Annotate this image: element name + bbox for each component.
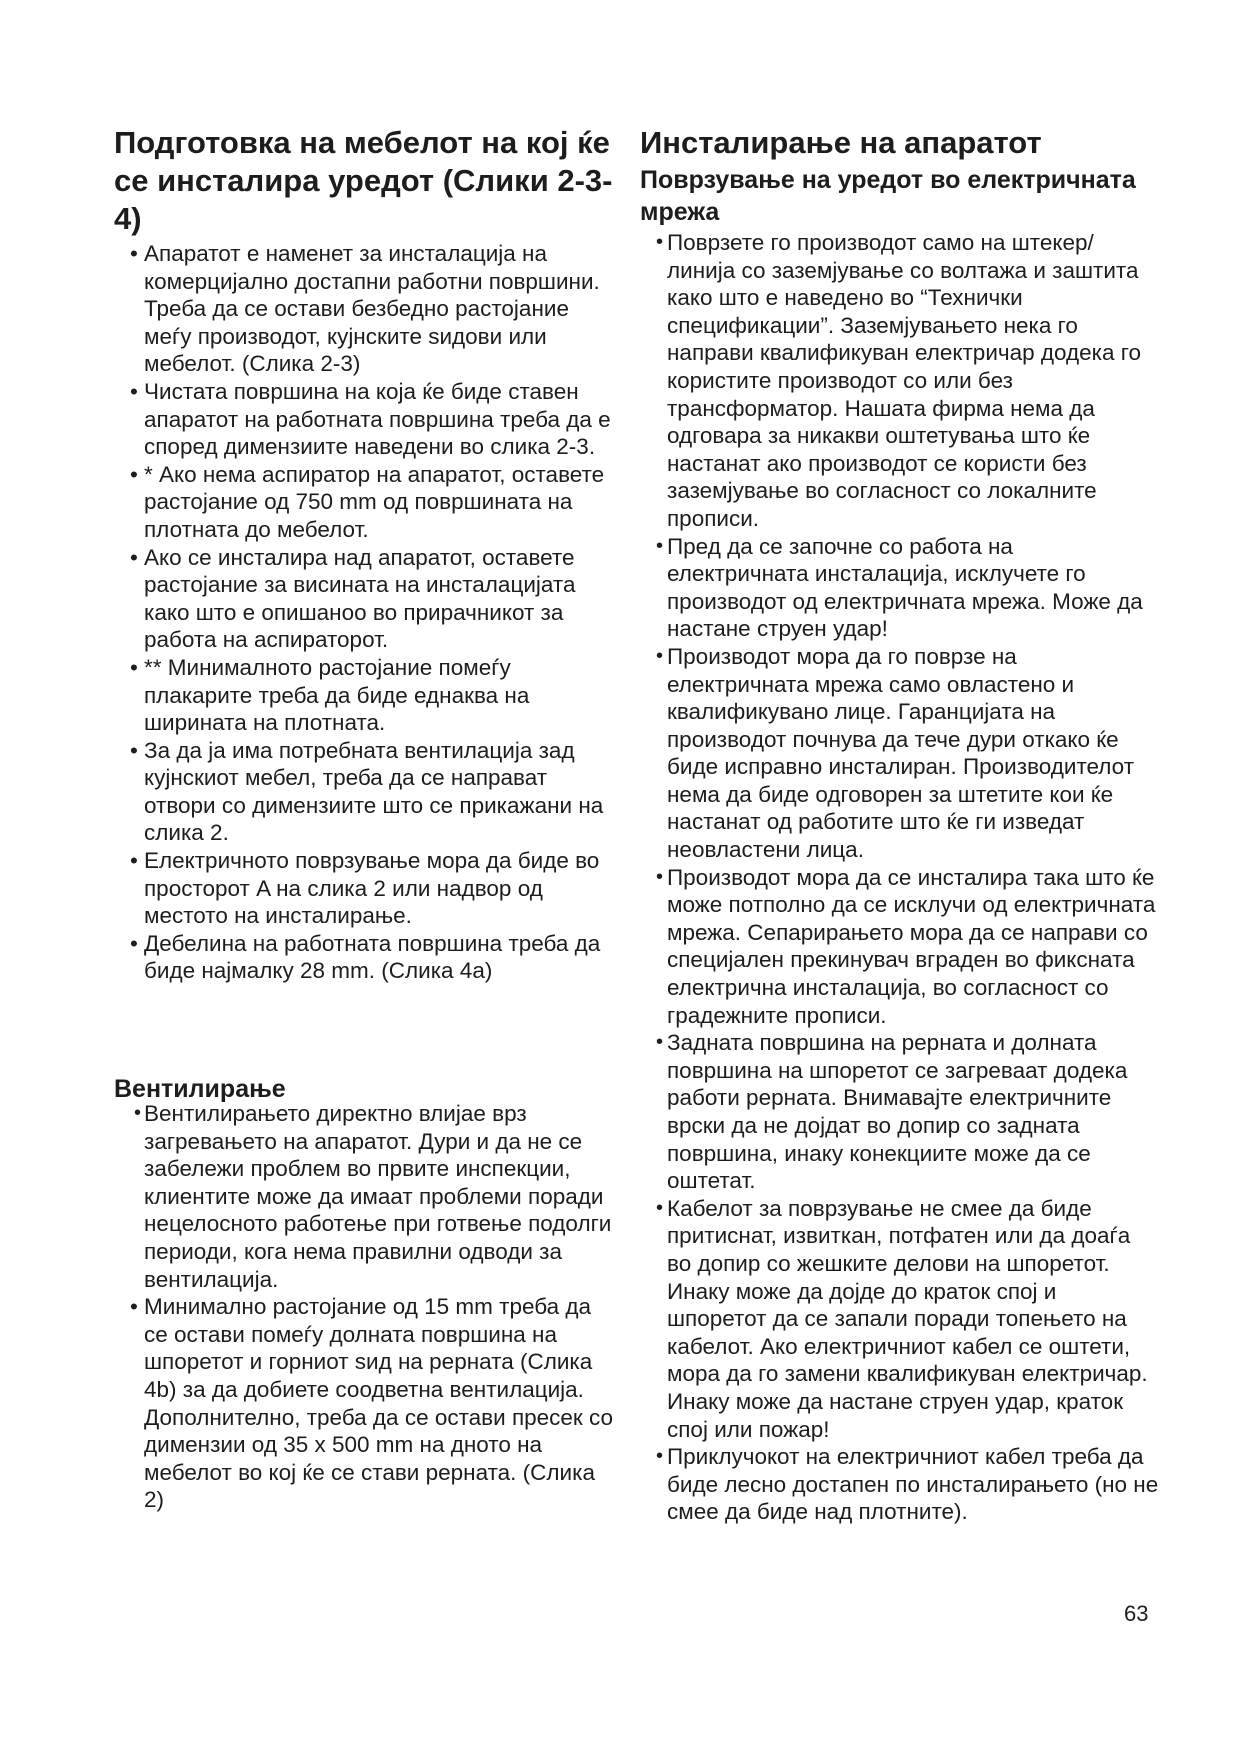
list-item [640, 643, 1160, 864]
bullet: • [656, 865, 664, 888]
list-item-text: Вентилирањето директно влијае врз загревањето на апаратот. Дури и да не се забележи проблем во првите инспекции, клиентите може да имаат проблеми поради нецелосното работење при готвење подолги периоди, кога нема правилни одводи за вентилација. [144, 1101, 612, 1292]
bullet: • [130, 737, 138, 763]
bullet: • [656, 534, 664, 557]
list-item [640, 1443, 1160, 1526]
list-item-text: Ако се инсталира над апаратот, оставете растојание за висината на инсталацијата како што е опишаноо во прирачникот за работа на аспираторот. [144, 544, 576, 653]
list-item-text: Кабелот за поврзување не смее да биде притиснат, извиткан, потфатен или да доаѓа во допир со жешките делови на шпоретот. Инаку може да дојде до краток спој и шпоретот да се запали поради топењето на кабелот. Ако електричниот кабел се оштети, мора да го замени квалификуван електричар. Инаку може да настане струен удар, краток спој или пожар! [667, 1195, 1148, 1442]
list-item-text: Производот мора да се инсталира така што ќе може потполно да се исклучи од електричната мрежа. Сепарирањето мора да се направи со специјален прекинувач вграден во фиксната електрична инсталација, во согласност со градежните прописи. [667, 864, 1156, 1028]
list-item [640, 864, 1160, 1030]
list-item-text: Производот мора да го поврзе на електричната мрежа само овластено и квалификувано лице. Гаранцијата на производот почнува да тече дури откако ќе биде исправно инсталиран. Производителот нема да биде одговорен за штетите кои ќе настанат од работите што ќе ги изведат неовластени лица. [667, 643, 1135, 863]
list-item-text: Поврзете го производот само на штекер/линија со заземјување со волтажа и заштита како што е наведено во “Технички спецификации”. Заземјувањето нека го направи квалификуван електричар додека го користите производот со или без трансформатор. Нашата фирма нема да одговара за никакви оштетувања што ќе настанат ако производот се користи без заземјување во согласност со локалните прописи. [667, 230, 1142, 531]
bullet: • [130, 1294, 138, 1320]
bullet: • [656, 1445, 664, 1468]
page-number: 63 [1124, 1601, 1149, 1626]
list-item-text: Минимално растојание од 15 mm треба да се остави помеѓу долната површина на шпоретот и горниот ѕид на рерната (Слика 4b) за да добиете соодветна вентилација. Дополнително, треба да се остави пресек со димензии од 35 x 500 mm на дното на мебелот во кој ќе се стави рерната. (Слика 2) [144, 1294, 614, 1513]
bullet: • [130, 654, 138, 680]
list-item-text: * Ако нема аспиратор на апаратот, оставете растојание од 750 mm од површината на плотната до мебелот. [144, 461, 605, 542]
electrical-connection-heading: Поврзување на уредот во електричната мрежа [640, 166, 1136, 226]
list-item [114, 1100, 614, 1293]
bullet: • [656, 1031, 664, 1054]
bullet: • [130, 378, 138, 404]
furniture-preparation-heading: Подготовка на мебелот на кој ќе се инсталира уредот (Слики 2-3-4) [114, 125, 613, 236]
installation-heading: Инсталирање на апаратот [640, 125, 1042, 160]
list-item [114, 544, 614, 654]
bullet: • [656, 644, 664, 667]
list-item [114, 461, 614, 544]
list-item [114, 1293, 614, 1514]
list-item-text: Апаратот е наменет за инсталација на комерцијално достапни работни површини. Треба да се остави безбедно растојание меѓу производот, кујнските ѕидови или мебелот. (Слика 2-3) [144, 241, 600, 377]
list-item-text: ** Минималното растојание помеѓу плакарите треба да биде еднаква на ширината на плотната. [144, 654, 530, 736]
list-item-text: За да ја има потребната вентилација зад кујнскиот мебел, треба да се направат отвори со димензиите што се прикажани на слика 2. [144, 737, 604, 846]
list-item [114, 378, 614, 461]
bullet: • [130, 930, 138, 956]
ventilation-list [114, 1100, 614, 1514]
list-item [640, 229, 1160, 533]
list-item [114, 930, 614, 985]
list-item [114, 654, 614, 737]
list-item-text: Задната површина на рерната и долната површина на шпоретот се загреваат додека работи рерната. Внимавајте електричните врски да не дојдат во допир со задната површина, инаку конекциите може да се оштетат. [667, 1030, 1128, 1194]
furniture-preparation-list [114, 240, 614, 985]
ventilation-heading: Вентилирање [114, 1075, 286, 1103]
bullet: • [130, 848, 138, 874]
bullet: • [656, 231, 664, 253]
list-item [114, 737, 614, 847]
list-item [640, 533, 1160, 643]
list-item [114, 240, 614, 378]
list-item-text: Приклучокот на електричниот кабел треба да биде лесно достапен по инсталирањето (но не смее да биде над плотните). [667, 1444, 1159, 1525]
list-item-text: Пред да се започне со работа на електричната инсталација, исклучете го производот од електричната мрежа. Може да настане струен удар! [667, 533, 1143, 642]
list-item-text: Електричното поврзување мора да биде во просторот A на слика 2 или надвор од местото на инсталирање. [144, 848, 600, 929]
bullet: • [130, 544, 138, 570]
electrical-connection-list [640, 229, 1160, 1526]
list-item [114, 847, 614, 930]
bullet: • [134, 1102, 142, 1124]
list-item [640, 1029, 1160, 1195]
list-item-text: Дебелина на работната површина треба да биде најмалку 28 mm. (Слика 4a) [144, 930, 601, 984]
bullet: • [656, 1196, 664, 1219]
list-item-text: Чистата површина на која ќе биде ставен апаратот на работната површина треба да е според димензиите наведени во слика 2-3. [144, 378, 611, 460]
list-item [640, 1195, 1160, 1443]
bullet: • [130, 241, 138, 266]
bullet: • [130, 461, 138, 487]
